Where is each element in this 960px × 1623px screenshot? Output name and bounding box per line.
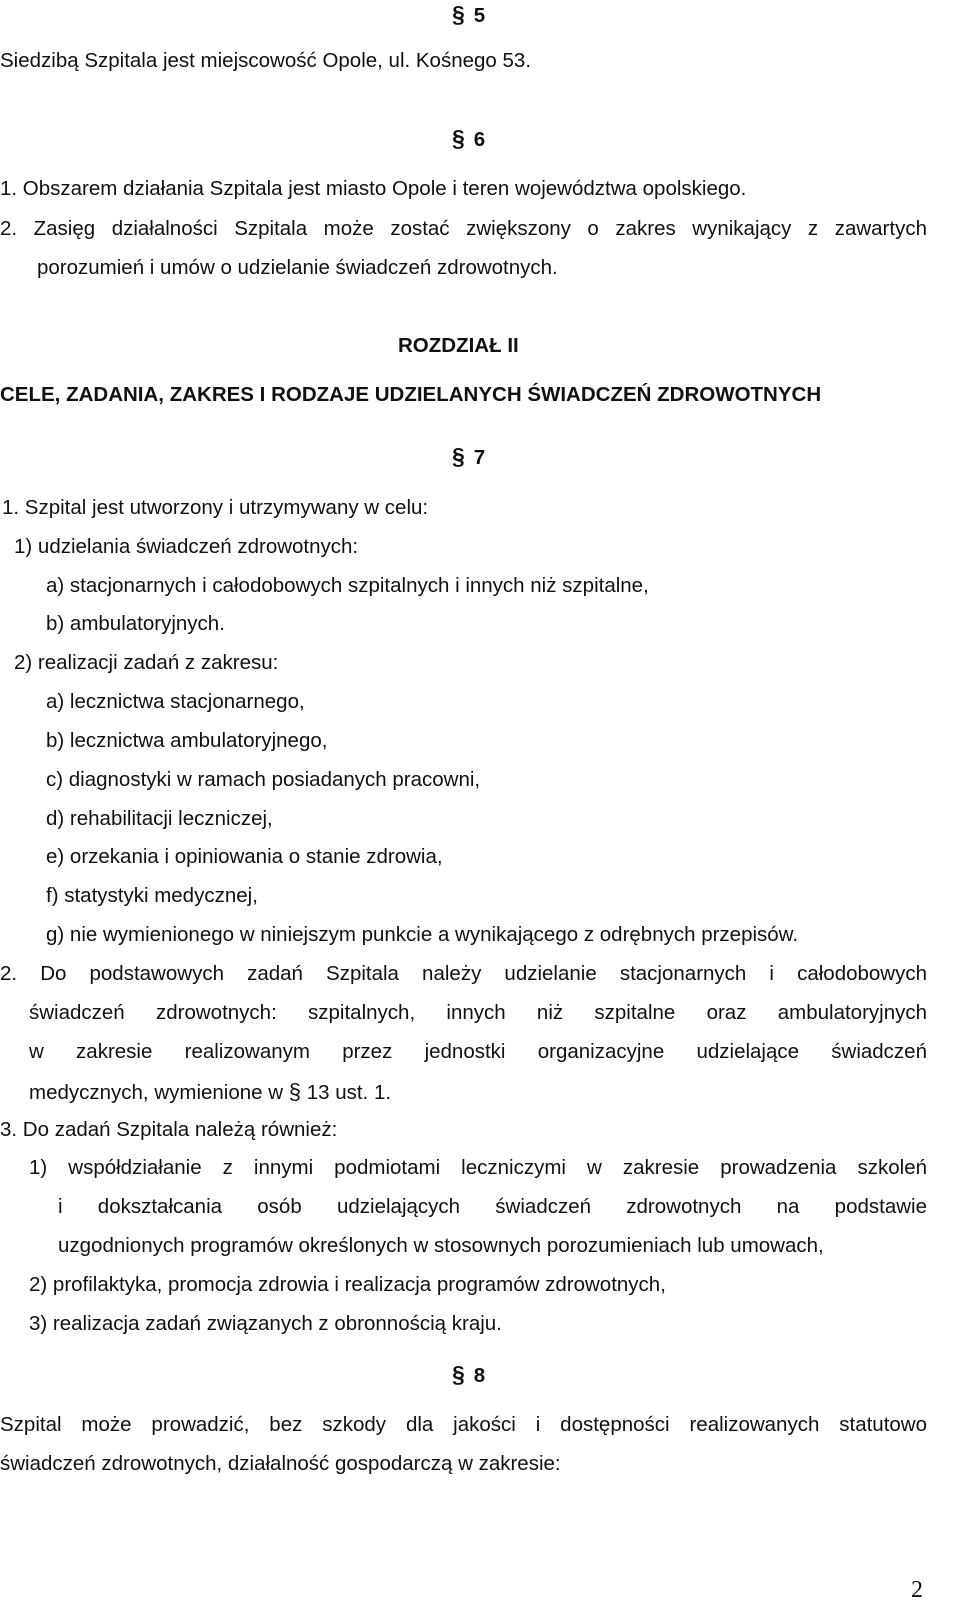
- section-symbol: §: [288, 1079, 302, 1104]
- page-number: 2: [911, 1577, 923, 1603]
- section-7-point-1-2-b: b) lecznictwa ambulatoryjnego,: [46, 729, 328, 752]
- section-8-line-2: świadczeń zdrowotnych, działalność gospodarczą w zakresie:: [0, 1452, 561, 1475]
- section-symbol: §: [452, 1361, 465, 1387]
- chapter-label: ROZDZIAŁ II: [398, 334, 519, 357]
- section-7-point-1-2-g: g) nie wymienionego w niniejszym punkcie a wynikającego z odrębnych przepisów.: [46, 923, 799, 946]
- text-run: 13 ust. 1.: [301, 1081, 392, 1104]
- section-7-point-1-2-d: d) rehabilitacji leczniczej,: [46, 807, 273, 830]
- section-7-point-1-2-e: e) orzekania i opiniowania o stanie zdrowia,: [46, 845, 443, 868]
- section-number: 6: [473, 128, 486, 151]
- section-5-heading: [452, 3, 485, 27]
- section-6-point-1: 1. Obszarem działania Szpitala jest miasto Opole i teren województwa opolskiego.: [0, 177, 747, 200]
- section-symbol: §: [452, 125, 465, 151]
- section-6-point-2-line-1: 2. Zasięg działalności Szpitala może zostać zwiększony o zakres wynikający z zawartych: [0, 217, 927, 240]
- section-7-point-3-1-line-1: 1) współdziałanie z innymi podmiotami leczniczymi w zakresie prowadzenia szkoleń: [29, 1156, 927, 1179]
- section-7-point-3-1-line-2: i dokształcania osób udzielających świadczeń zdrowotnych na podstawie: [58, 1195, 927, 1218]
- section-7-heading: [452, 445, 485, 469]
- section-7-point-3-3: 3) realizacja zadań związanych z obronnością kraju.: [29, 1312, 502, 1335]
- section-7-point-1: 1. Szpital jest utworzony i utrzymywany w celu:: [2, 496, 429, 519]
- section-7-point-1-1-b: b) ambulatoryjnych.: [46, 612, 225, 635]
- section-8-heading: [452, 1363, 485, 1387]
- section-7-point-2-line-3: w zakresie realizowanym przez jednostki organizacyjne udzielające świadczeń: [29, 1040, 927, 1063]
- section-number: 7: [473, 446, 486, 469]
- section-7-point-3-1-line-3: uzgodnionych programów określonych w stosownych porozumieniach lub umowach,: [58, 1234, 824, 1257]
- section-7-point-1-2-f: f) statystyki medycznej,: [46, 884, 258, 907]
- section-6-heading: [452, 127, 485, 151]
- section-5-text: Siedzibą Szpitala jest miejscowość Opole, ul. Kośnego 53.: [0, 49, 532, 72]
- text-run: medycznych, wymienione w: [29, 1081, 289, 1104]
- section-7-point-1-2-c: c) diagnostyki w ramach posiadanych pracowni,: [46, 768, 481, 791]
- section-6-point-2-line-2: porozumień i umów o udzielanie świadczeń zdrowotnych.: [37, 256, 558, 279]
- section-7-point-1-2-a: a) lecznictwa stacjonarnego,: [46, 690, 305, 713]
- section-8-line-1: Szpital może prowadzić, bez szkody dla jakości i dostępności realizowanych statutowo: [0, 1413, 927, 1436]
- section-7-point-2-line-2: świadczeń zdrowotnych: szpitalnych, innych niż szpitalne oraz ambulatoryjnych: [29, 1001, 927, 1024]
- section-symbol: §: [452, 443, 465, 469]
- section-7-point-2-line-1: 2. Do podstawowych zadań Szpitala należy udzielanie stacjonarnych i całodobowych: [0, 962, 927, 985]
- section-number: 5: [473, 4, 486, 27]
- section-7-point-3-2: 2) profilaktyka, promocja zdrowia i realizacja programów zdrowotnych,: [29, 1273, 666, 1296]
- section-symbol: §: [452, 1, 465, 27]
- section-7-point-1-1-a: a) stacjonarnych i całodobowych szpitalnych i innych niż szpitalne,: [46, 574, 649, 597]
- section-7-point-1-1: 1) udzielania świadczeń zdrowotnych:: [14, 535, 359, 558]
- section-number: 8: [473, 1364, 486, 1387]
- section-7-point-3: 3. Do zadań Szpitala należą również:: [0, 1118, 338, 1141]
- section-7-point-2-line-4: [29, 1081, 391, 1104]
- chapter-title: CELE, ZADANIA, ZAKRES I RODZAJE UDZIELANYCH ŚWIADCZEŃ ZDROWOTNYCH: [0, 383, 822, 406]
- section-7-point-1-2: 2) realizacji zadań z zakresu:: [14, 651, 279, 674]
